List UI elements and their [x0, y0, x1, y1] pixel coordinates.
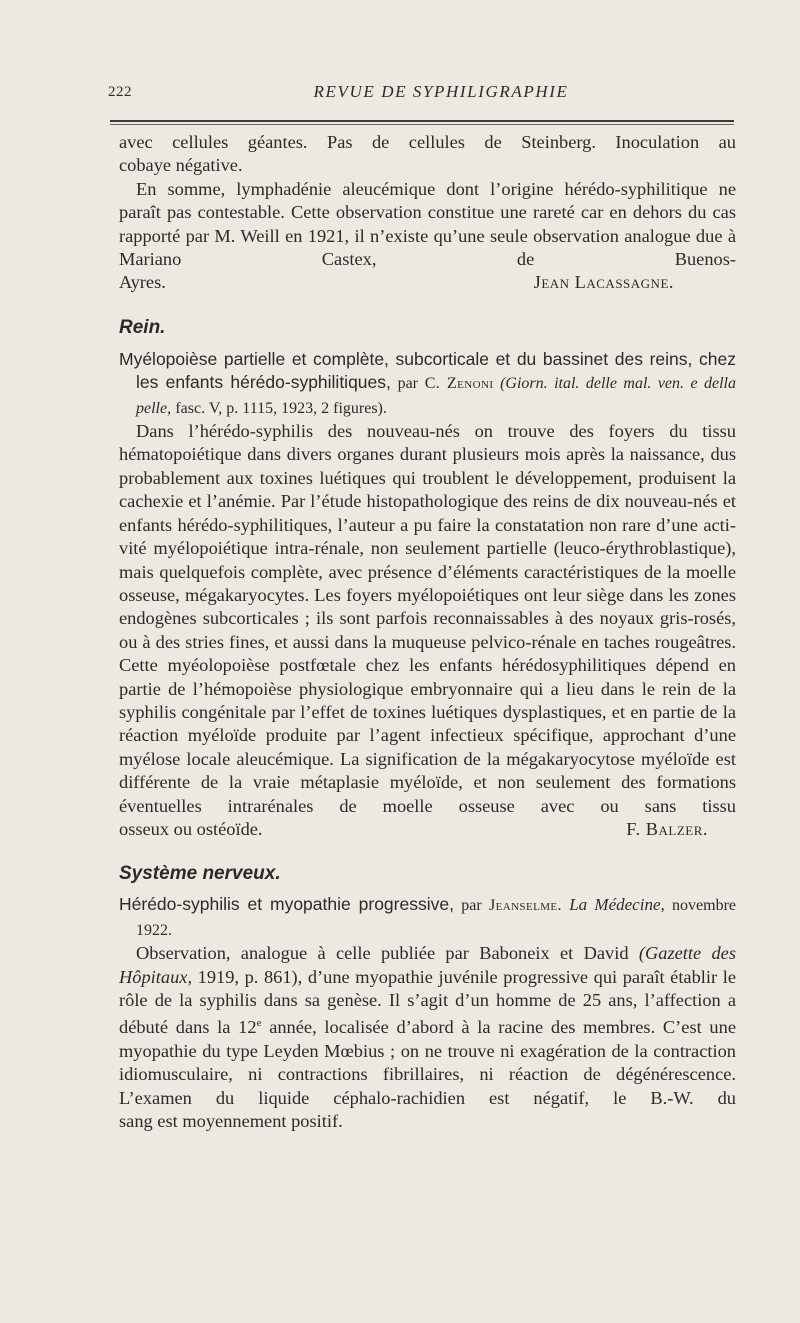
body-myopathie-part-1: Observation, analogue à celle publiée par Baboneix et David [136, 943, 629, 964]
body-myopathie-last-line: sang est moyennement positif. [119, 1111, 343, 1132]
journal-gazette: (Gazette des Hôpitaux, [119, 943, 736, 987]
header-rule-thin [110, 124, 734, 125]
header-rule-thick [110, 120, 734, 122]
section-heading-systeme-nerveux: Système nerveux. [119, 863, 281, 885]
continuation-last-word: Ayres. [119, 272, 166, 293]
signature-balzer: F. Balzer. [626, 818, 708, 839]
body-myopathie-part-3: année, localisée d’abord à la racine des membres. C’est une myopathie du type Leyden Mœbius ; on ne trouve ni exagération de la contraction idiomusculaire, ni contractions fibrillaires, ni réaction de dégénérescence. L’examen du liquide céphalo-rachidien est négatif, le B.-W. du [119, 1017, 736, 1108]
article-title-myopathie [119, 893, 736, 942]
citation-by-2: par [461, 897, 482, 915]
running-head [108, 84, 734, 110]
article-title-myopathie-text: Hérédo-syphilis et myopathie progressive, [119, 894, 454, 915]
journal-la-medecine: La Médecine, [569, 895, 665, 915]
continuation-paragraph: En somme, lymphadénie aleucémique dont l’origine hérédo-syphilitique ne paraît pas contestable. Cette observation constitue une rareté car en dehors du cas rapporté par M. Weill en 1921, il n’existe qu’une seule observation analogue due à Mariano Castex, de Buenos- [119, 178, 736, 270]
citation-details-myopathie: novembre 1922. [136, 897, 737, 939]
body-rein-last-line [119, 818, 736, 841]
page-number: 222 [108, 84, 132, 100]
continuation-line-2: cobaye négative. [119, 155, 243, 176]
journal-title: REVUE DE SYPHILIGRAPHIE [313, 82, 569, 101]
body-rein: Dans l’hérédo-syphilis des nouveau-nés on trouve des foyers du tissu hématopoiétique dans divers organes durant plusieurs mois après la naissance, dus probablement aux toxines luétiques qui troublent le développement, produisent la cachexie et l’anémie. Par l’étude histopathologique des reins de dix nouveau-nés et enfants hérédo-syphilitiques, l’auteur a pu faire la constatation non rare d’une activité myélopoiétique intra-rénale, non seulement partielle (leuco-érythroblastique), mais quelquefois complète, avec présence d’éléments caractéristiques de la moelle osseuse, mégakaryocytes. Les foyers myélopoiétiques ont leur siège dans les zones endogènes subcorticales ; ils sont parfois reconnaissables à des noyaux gris-rosés, ou à des stries fines, et aussi dans la muqueuse pelvico-rénale en taches rougeâtres. Cette myéolopoièse postfœtale chez les enfants hérédosyphilitiques dépend en partie de l’hémopoièse physiologique embryonnaire qui a lieu dans le rein de la syphilis congénitale par l’effet de toxines luétiques dysplastiques, et en partie de la réaction myéloïde produite par l’agent infectieux spécifique, approchant d’une myélose locale aleucémique. La signification de la mégakaryocytose myéloïde est différente de la vraie métaplasie myéloïde, et non seulement des formations éventuelles intrarénales de moelle osseuse avec ou sans tissu [119, 421, 736, 816]
body-rein-last-words: osseux ou ostéoïde. [119, 818, 263, 839]
section-heading-rein: Rein. [119, 316, 166, 338]
author-jeanselme: Jeanselme. [489, 897, 562, 915]
body-myopathie [119, 942, 736, 1110]
citation-details-rein: fasc. V, p. 1115, 1923, 2 figures). [175, 399, 387, 417]
continuation-last-line [119, 271, 736, 294]
journal-giorn: (Giorn. ital. delle mal. ven. e della pelle, [136, 375, 736, 417]
body-myopathie-part-2: 1919, p. 861), d’une myopathie juvénile progressive qui paraît établir le rôle de la syphilis dans sa genèse. Il s’agit d’un homme de 25 ans, l’affection a débuté dans la 12 [119, 966, 736, 1038]
author-zenoni: C. Zenoni [424, 375, 494, 393]
superscript-e: e [256, 1017, 262, 1030]
signature-lacassagne: Jean Lacassagne. [533, 272, 674, 293]
article-title-rein [119, 348, 736, 420]
continuation-line-1: avec cellules géantes. Pas de cellules de Steinberg. Inoculation au [119, 132, 736, 152]
article-title-rein-text: Myélopoièse partielle et complète, subcorticale et du bassinet des reins, chez les enfants hérédo-syphilitiques, [119, 348, 736, 393]
citation-by: par [397, 375, 419, 393]
page-body [119, 131, 736, 1134]
